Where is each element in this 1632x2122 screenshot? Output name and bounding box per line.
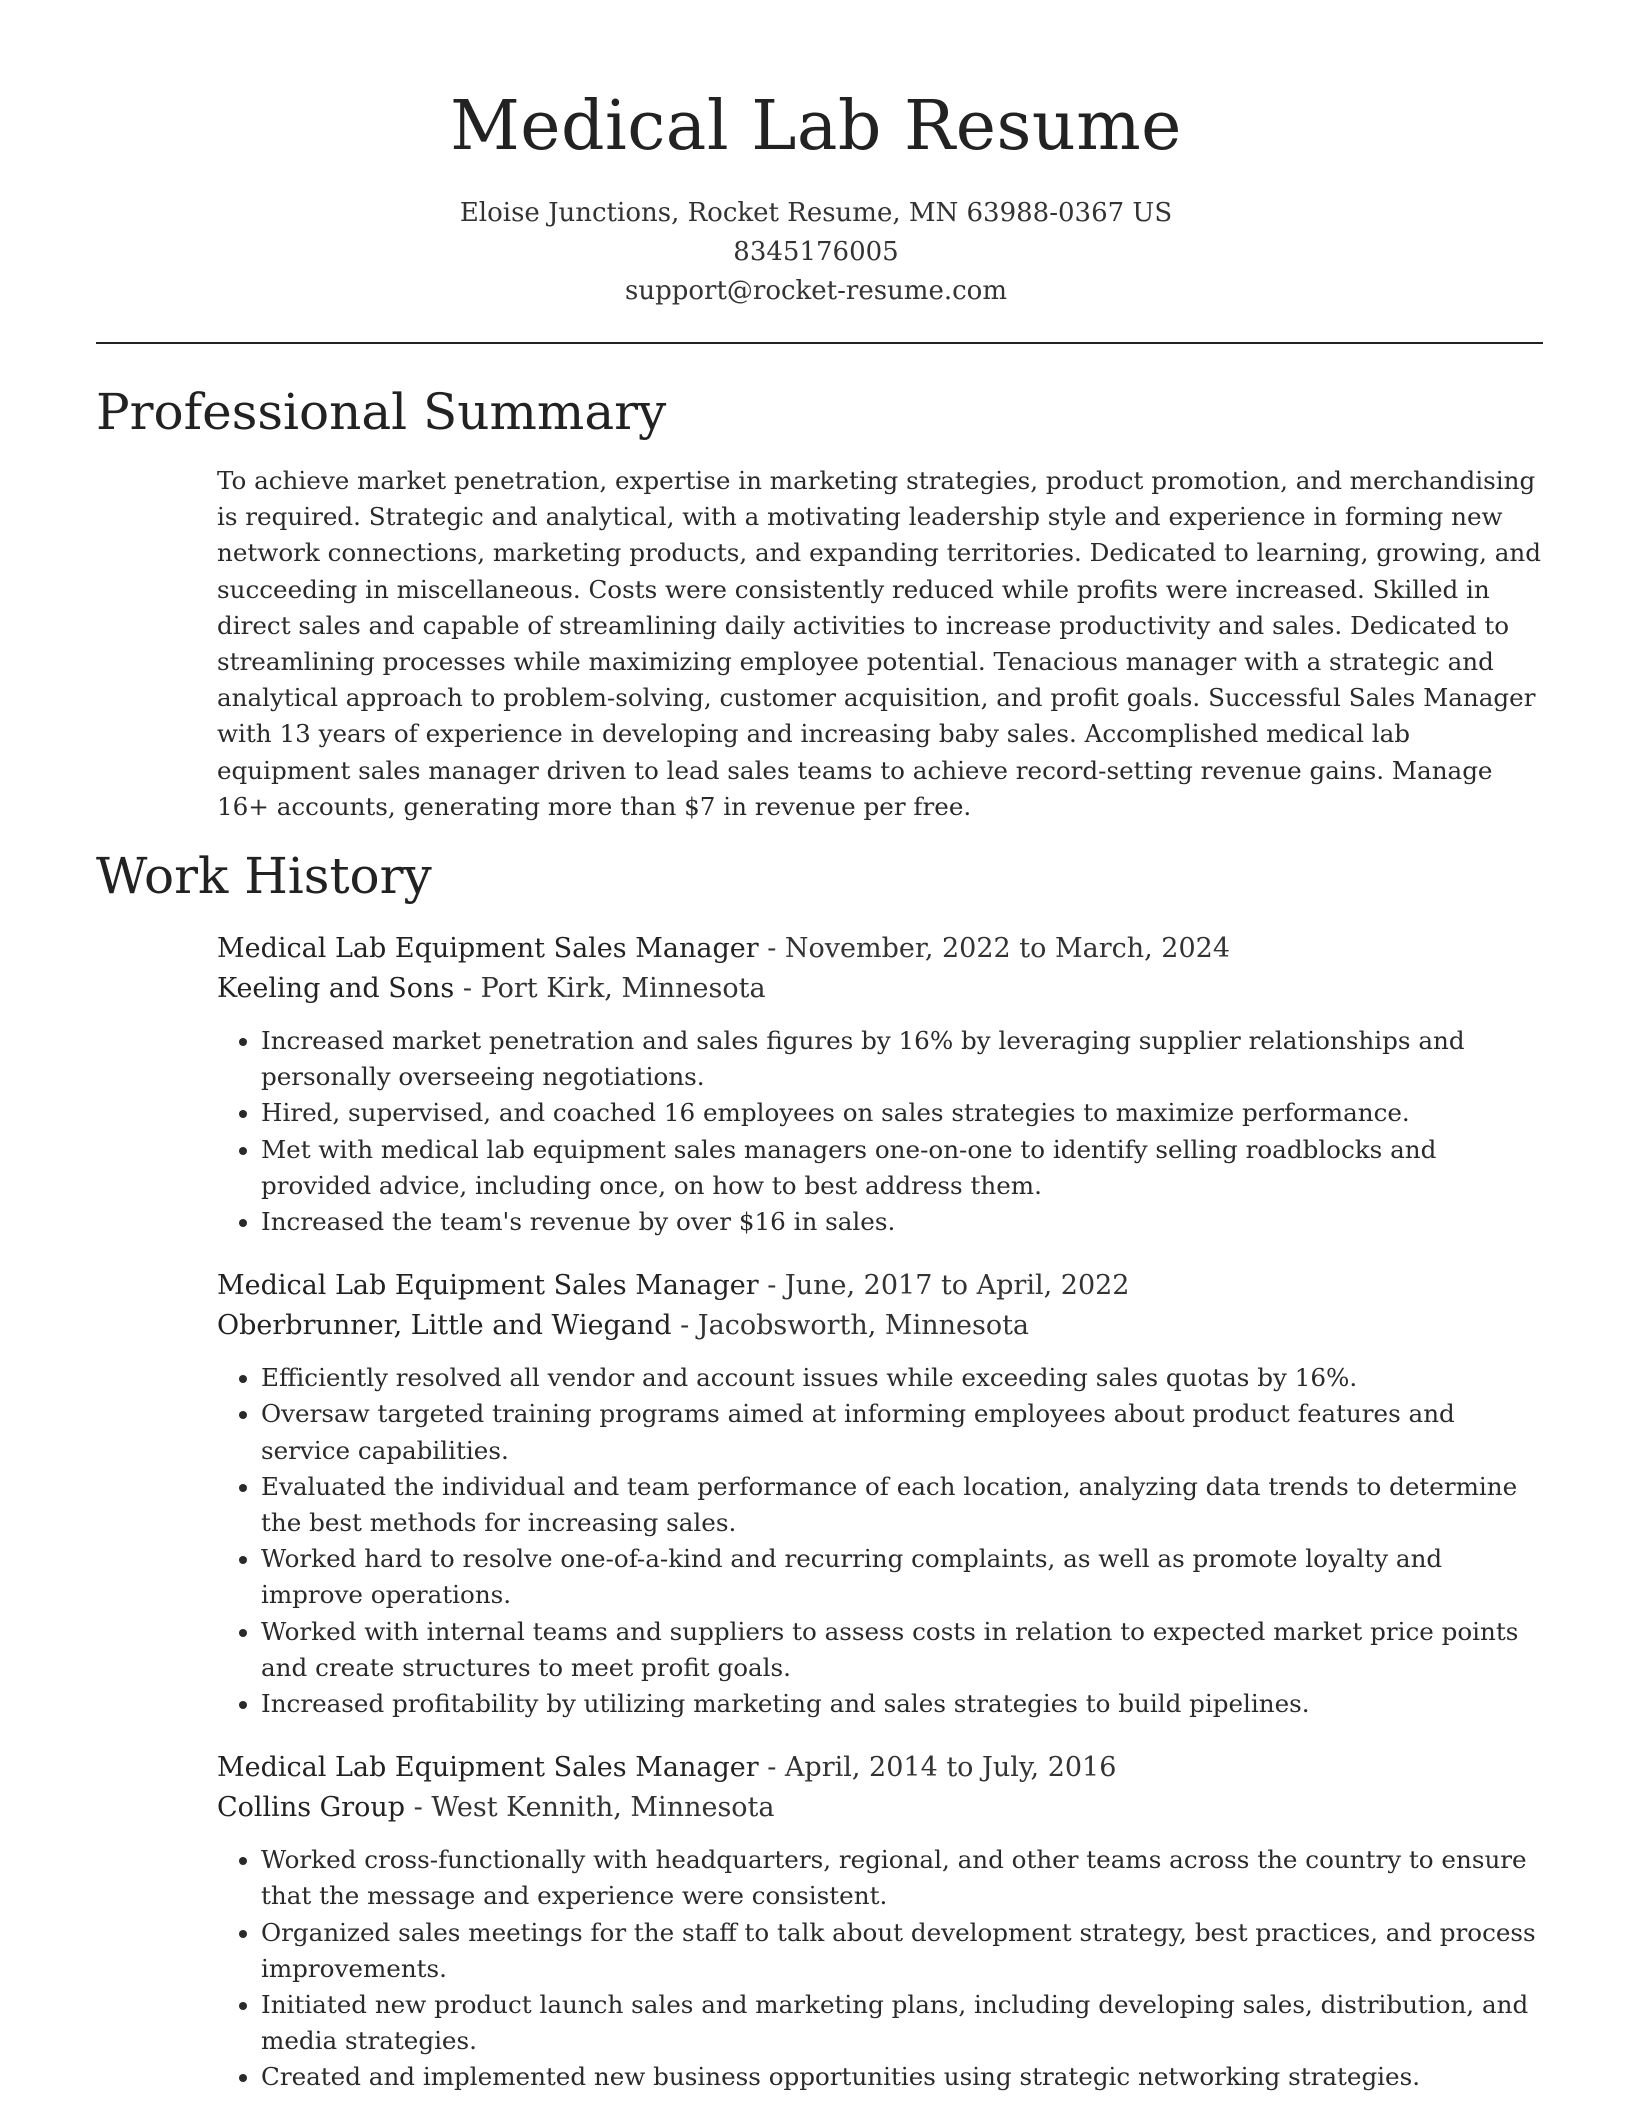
job-dates: - June, 2017 to April, 2022 xyxy=(758,1270,1130,1302)
job-entry xyxy=(217,1748,1543,2095)
job-company: Collins Group xyxy=(217,1792,406,1824)
job-bullet: • Initiated new product launch sales and marketing plans, including developing sales, distribution, and media strategies. xyxy=(261,1987,1543,2059)
job-company: Keeling and Sons xyxy=(217,973,455,1004)
job-bullet: • Worked cross-functionally with headquarters, regional, and other teams across the country to ensure that the message and experience were consistent. xyxy=(261,1842,1543,1914)
job-entry xyxy=(217,1266,1543,1722)
job-bullet: • Efficiently resolved all vendor and account issues while exceeding sales quotas by 16%. xyxy=(261,1360,1543,1396)
job-bullets xyxy=(217,1023,1543,1240)
job-entry xyxy=(217,929,1543,1240)
resume-header xyxy=(0,0,1632,311)
job-title-line xyxy=(217,1748,1543,1788)
job-company: Oberbrunner, Little and Wiegand xyxy=(217,1310,672,1342)
job-location: - Jacobsworth, Minnesota xyxy=(671,1310,1030,1342)
job-title-line xyxy=(217,1266,1543,1306)
job-bullet: • Increased the team's revenue by over $16 in sales. xyxy=(261,1204,1543,1240)
job-title: Medical Lab Equipment Sales Manager xyxy=(217,933,759,964)
job-bullet: • Met with medical lab equipment sales managers one-on-one to identify selling roadblocks and provided advice, including once, on how to best address them. xyxy=(261,1132,1543,1204)
job-bullet: • Increased market penetration and sales figures by 16% by leveraging supplier relationships and personally overseeing negotiations. xyxy=(261,1023,1543,1095)
job-bullet: • Organized sales meetings for the staff to talk about development strategy, best practices, and process improvements. xyxy=(261,1915,1543,1987)
header-divider xyxy=(96,342,1543,344)
job-bullet: • Hired, supervised, and coached 16 employees on sales strategies to maximize performance. xyxy=(261,1095,1543,1131)
contact-phone: 8345176005 xyxy=(733,237,899,267)
contact-address: Eloise Junctions, Rocket Resume, MN 63988-0367 US xyxy=(459,198,1173,228)
contact-email: support@rocket-resume.com xyxy=(624,276,1007,306)
job-title: Medical Lab Equipment Sales Manager xyxy=(217,1752,759,1784)
job-company-line xyxy=(217,1306,1543,1346)
job-bullets xyxy=(217,1842,1543,2095)
job-company-line xyxy=(217,1788,1543,1828)
job-location: - Port Kirk, Minnesota xyxy=(454,973,766,1004)
job-bullets xyxy=(217,1360,1543,1722)
job-dates: - April, 2014 to July, 2016 xyxy=(758,1752,1117,1784)
work-history-heading: Work History xyxy=(96,847,432,905)
job-bullet: • Oversaw targeted training programs aimed at informing employees about product features and service capabilities. xyxy=(261,1396,1543,1468)
job-bullet: • Evaluated the individual and team performance of each location, analyzing data trends to determine the best methods for increasing sales. xyxy=(261,1469,1543,1541)
job-title-line xyxy=(217,929,1543,969)
job-dates: - November, 2022 to March, 2024 xyxy=(758,933,1231,964)
job-bullet: • Created and implemented new business opportunities using strategic networking strategies. xyxy=(261,2059,1543,2095)
summary-heading: Professional Summary xyxy=(96,383,667,441)
job-title: Medical Lab Equipment Sales Manager xyxy=(217,1270,759,1302)
job-bullet: • Worked with internal teams and suppliers to assess costs in relation to expected market price points and create structures to meet profit goals. xyxy=(261,1614,1543,1686)
work-history-list xyxy=(217,929,1543,2122)
summary-text: To achieve market penetration, expertise in marketing strategies, product promotion, and merchandising is required. Strategic and analytical, with a motivating leadership style and experience in forming new network connections, marketing products, and expanding territories. Dedicated to learning, growing, and succeeding in miscellaneous. Costs were consistently reduced while profits were increased. Skilled in direct sales and capable of streamlining daily activities to increase productivity and sales. Dedicated to streamlining processes while maximizing employee potential. Tenacious manager with a strategic and analytical approach to problem-solving, customer acquisition, and profit goals. Successful Sales Manager with 13 years of experience in developing and increasing baby sales. Accomplished medical lab equipment sales manager driven to lead sales teams to achieve record-setting revenue gains. Manage 16+ accounts, generating more than $7 in revenue per free. xyxy=(217,466,1541,821)
job-location: - West Kennith, Minnesota xyxy=(405,1792,775,1824)
resume-title: Medical Lab Resume xyxy=(450,87,1182,166)
job-bullet: • Worked hard to resolve one-of-a-kind and recurring complaints, as well as promote loyalty and improve operations. xyxy=(261,1541,1543,1613)
job-bullet: • Increased profitability by utilizing marketing and sales strategies to build pipelines. xyxy=(261,1686,1543,1722)
contact-block xyxy=(0,194,1632,311)
job-company-line xyxy=(217,969,1543,1009)
